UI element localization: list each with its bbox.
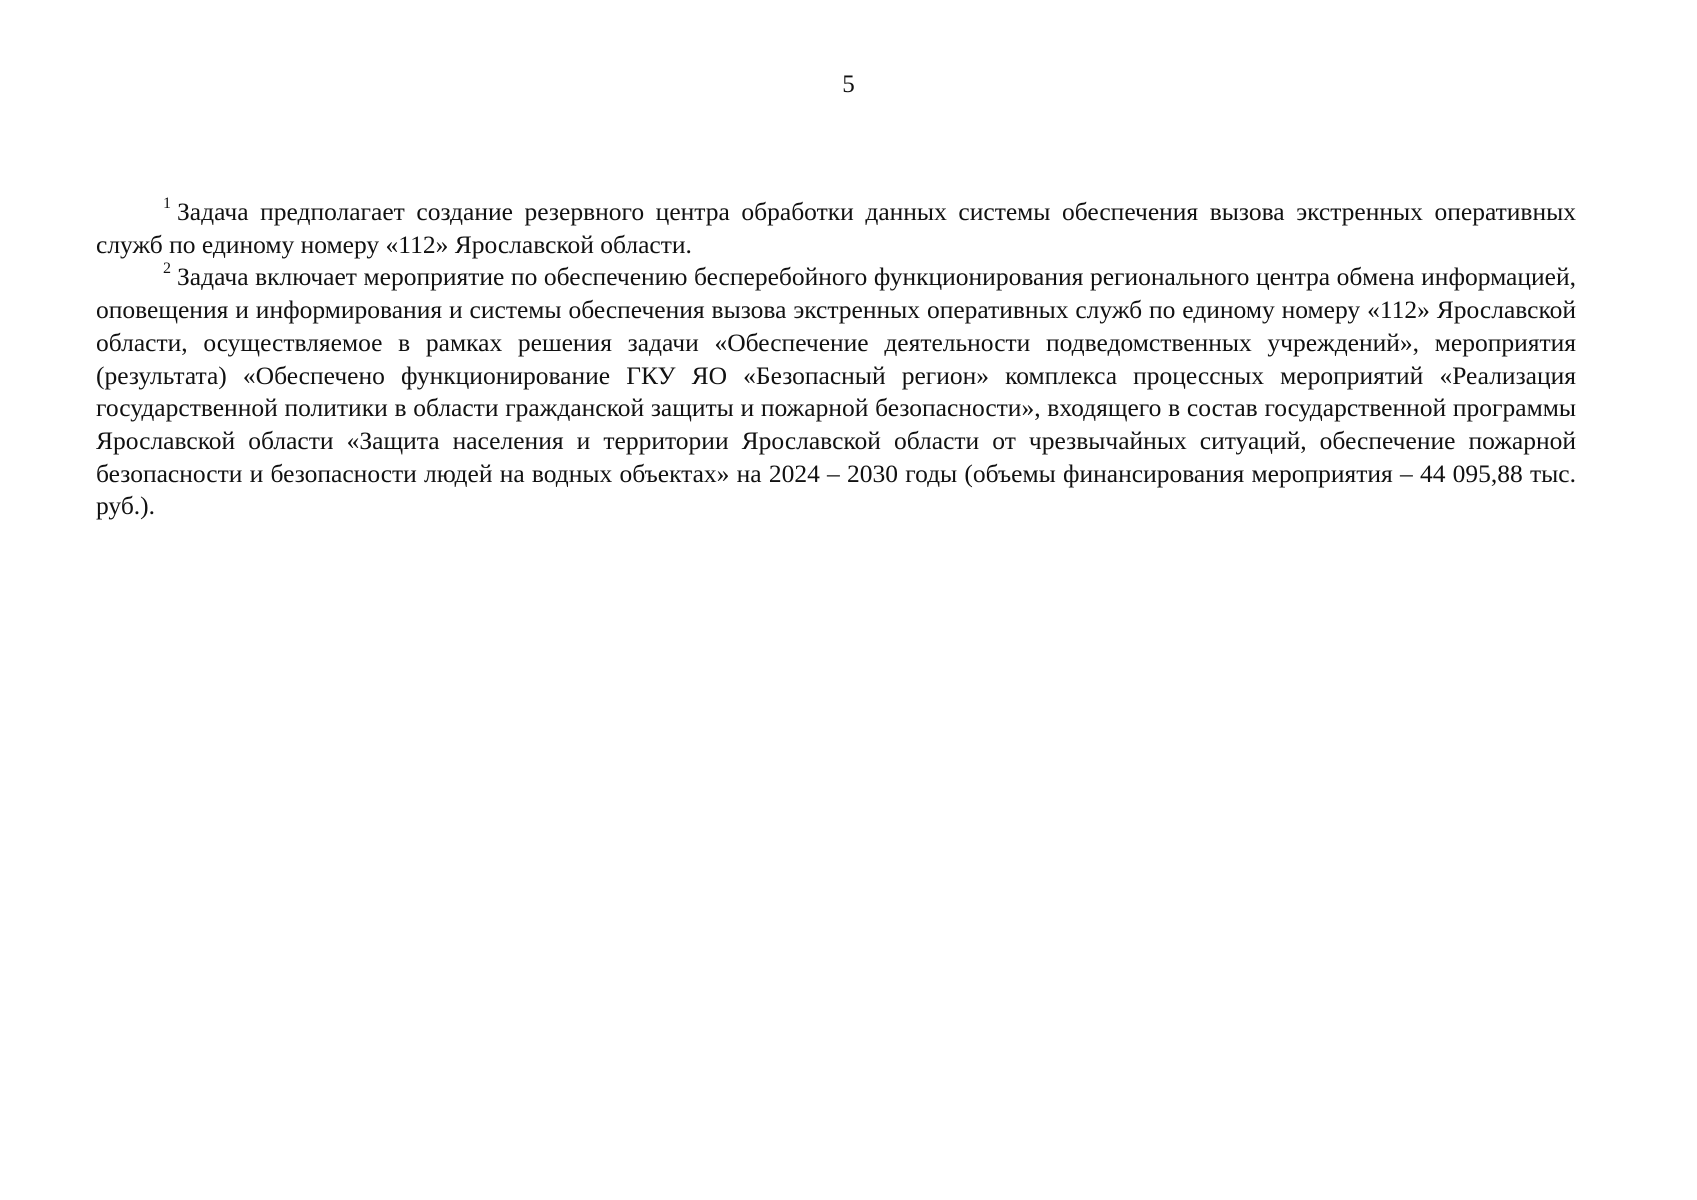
footnote-2-marker: 2: [163, 259, 171, 277]
footnote-1-marker: 1: [163, 194, 171, 212]
footnotes-section: [96, 196, 1576, 523]
footnote-2-text: Задача включает мероприятие по обеспечению бесперебойного функционирования регионального центра обмена информацией, оповещения и информирования и системы обеспечения вызова экстренных оперативных служб по единому номеру «112» Ярославской области, осуществляемое в рамках решения задачи «Обеспечение деятельности подведомственных учреждений», мероприятия (результата) «Обеспечено функционирование ГКУ ЯО «Безопасный регион» комплекса процессных мероприятий «Реализация государственной политики в области гражданской защиты и пожарной безопасности», входящего в состав государственной программы Ярославской области «Защита населения и территории Ярославской области от чрезвычайных ситуаций, обеспечение пожарной безопасности и безопасности людей на водных объектах» на 2024 – 2030 годы (объемы финансирования мероприятия – 44 095,88 тыс. руб.).: [96, 262, 1576, 521]
footnote-1: [96, 196, 1576, 261]
footnote-1-text: Задача предполагает создание резервного центра обработки данных системы обеспечения вызова экстренных оперативных служб по единому номеру «112» Ярославской области.: [96, 197, 1576, 259]
page-number: 5: [842, 71, 855, 98]
footnote-2: [96, 261, 1576, 523]
